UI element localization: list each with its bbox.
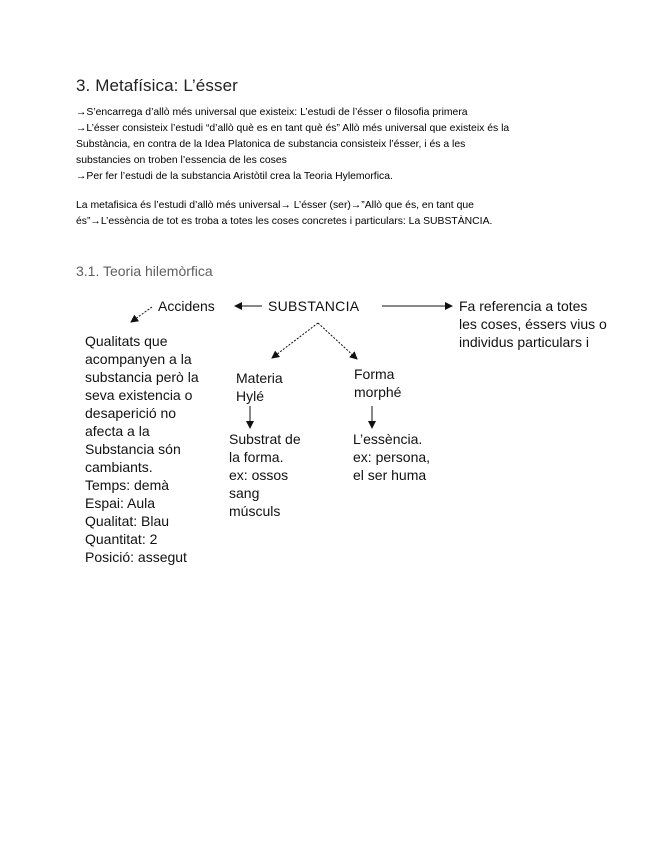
note-line: ex: persona, (353, 449, 431, 465)
note-line: cambiants. (85, 459, 153, 475)
section-subheading: 3.1. Teoria hilemòrfica (76, 263, 213, 279)
substancia-label: SUBSTANCIA (268, 298, 360, 314)
note-line: substancia però la (85, 369, 199, 385)
summary-line: és”→L’essència de tot es troba a totes les coses concretes i particulars: La SUBSTÀNCIA. (76, 216, 493, 227)
arrow-to-accidens (131, 307, 152, 322)
intro-line: Substància, en contra de la Idea Platonica de substancia consisteix l’ésser, i és a les (76, 139, 466, 150)
forma-line: morphé (354, 384, 402, 400)
materia-label (236, 369, 283, 405)
arrow-to-forma (318, 323, 357, 359)
accidens-label: Accidens (158, 298, 215, 314)
forma-line: Forma (354, 366, 395, 382)
note-line: sang (229, 485, 260, 501)
note-line: músculs (229, 503, 281, 519)
intro-line: →L’ésser consisteix l’estudi “d’allò què es en tant què és” Allò més universal que existeix és la (76, 123, 510, 134)
arrow-to-materia (272, 323, 318, 358)
intro-line: substancies on troben l’essencia de les coses (76, 155, 287, 166)
intro-paragraph (76, 105, 576, 185)
note-line: Espai: Aula (85, 495, 156, 511)
fa-referencia-note (459, 297, 607, 351)
note-line: seva existencia o (85, 387, 193, 403)
forma-label (354, 365, 401, 401)
note-line: acompanyen a la (85, 351, 192, 367)
substrat-note (229, 430, 301, 520)
page-heading: 3. Metafísica: L’ésser (76, 76, 238, 95)
note-line: les coses, éssers vius o (459, 316, 607, 332)
essencia-note (353, 430, 430, 484)
note-line: Substancia són (85, 441, 181, 457)
note-line: L’essència. (353, 431, 423, 447)
qualitats-note (85, 332, 199, 566)
note-line: individus particulars i (459, 334, 589, 350)
intro-line: →S’encarrega d’allò més universal que existeix: L’estudi de l’ésser o filosofia primera (76, 107, 468, 118)
note-line: Qualitat: Blau (85, 513, 170, 529)
materia-line: Materia (236, 370, 283, 386)
intro-line: →Per fer l’estudi de la substancia Aristòtil crea la Teoria Hylemorfica. (76, 171, 393, 182)
summary-paragraph (76, 198, 576, 230)
note-line: Fa referencia a totes (459, 298, 588, 314)
note-line: ex: ossos (229, 467, 289, 483)
materia-line: Hylé (236, 388, 265, 404)
note-line: Qualitats que (85, 333, 168, 349)
note-line: el ser huma (353, 467, 427, 483)
note-line: la forma. (229, 449, 284, 465)
note-line: Temps: demà (85, 477, 170, 493)
note-line: Posició: assegut (85, 549, 187, 565)
note-line: desaperició no (85, 405, 177, 421)
note-line: Quantitat: 2 (85, 531, 158, 547)
summary-line: La metafisica és l’estudi d’allò més universal→ L’ésser (ser)→”Allò que és, en tant que (76, 200, 474, 211)
note-line: afecta a la (85, 423, 150, 439)
note-line: Substrat de (229, 431, 301, 447)
